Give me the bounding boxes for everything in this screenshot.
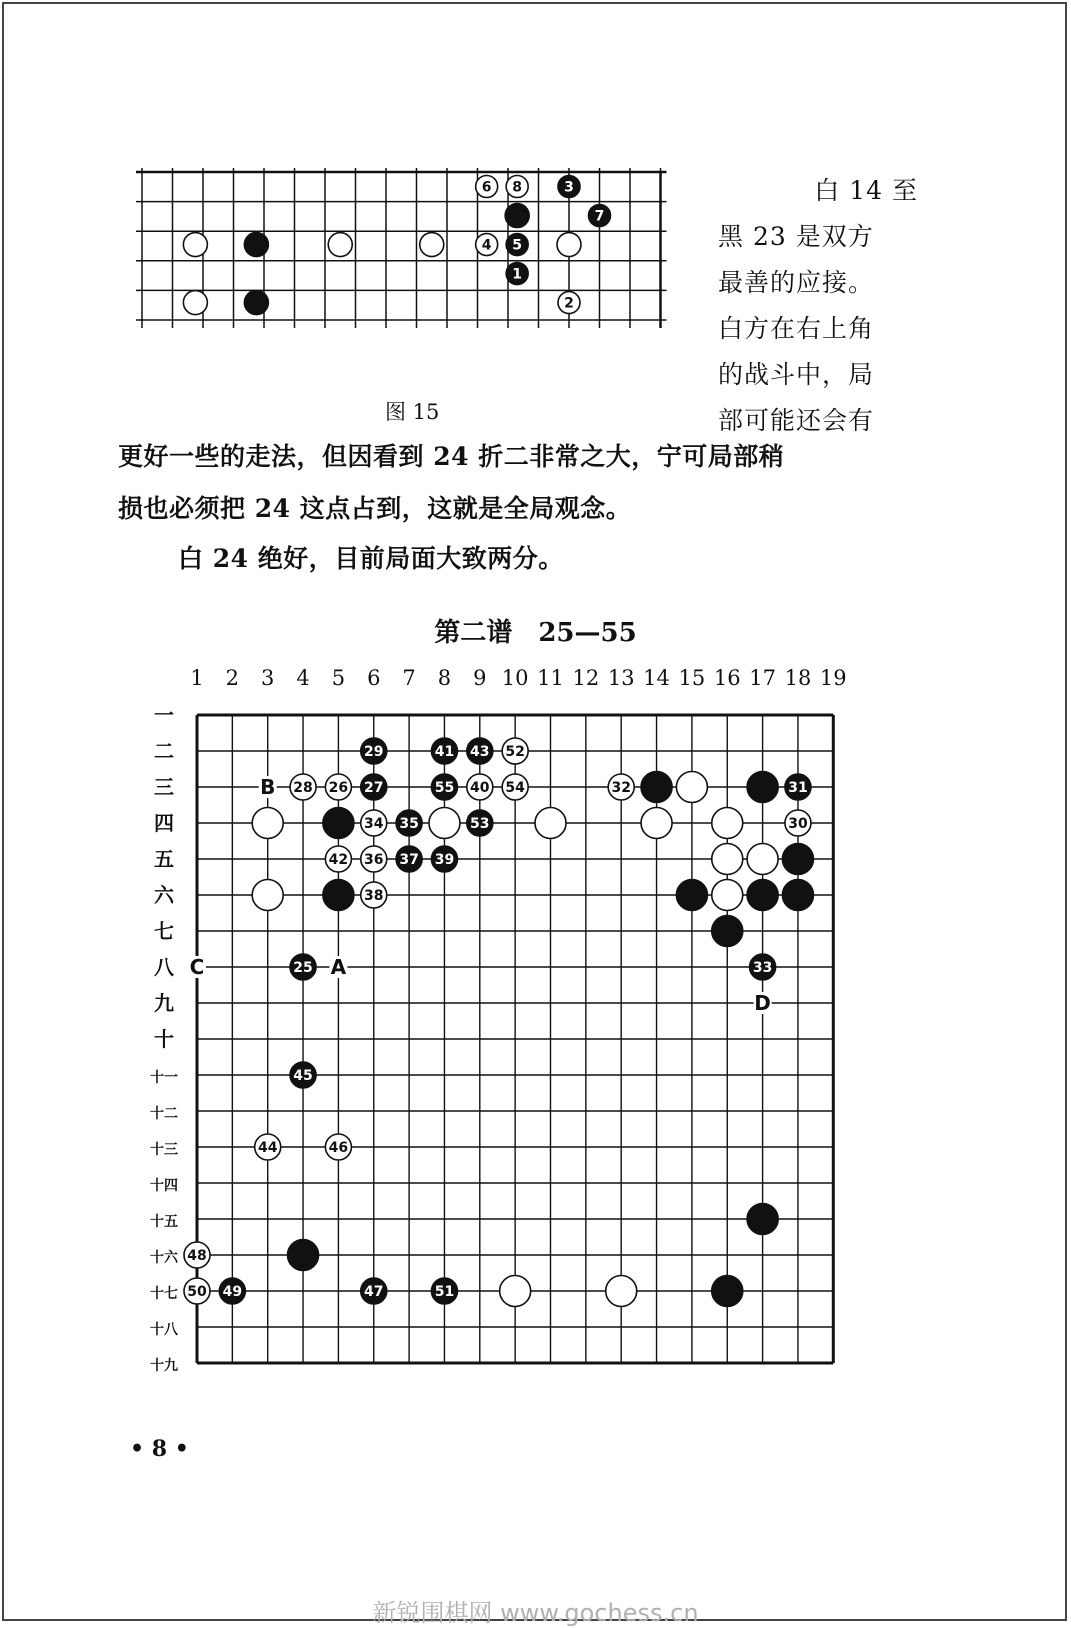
stone-number: 51 (434, 1284, 455, 1300)
black-stone (747, 880, 778, 911)
column-label: 9 (473, 666, 487, 690)
stone-number: 40 (470, 780, 490, 796)
side-line: 白 14 至 (814, 176, 918, 205)
black-stone (641, 772, 672, 803)
black-stone (782, 880, 813, 911)
stone-number: 34 (364, 816, 384, 832)
row-label: 十一 (150, 1070, 178, 1086)
stone-number: 50 (187, 1284, 207, 1300)
column-label: 13 (607, 666, 635, 690)
white-stone (500, 1276, 531, 1307)
white-stone (252, 880, 283, 911)
stone-number: 4 (481, 237, 492, 254)
stone-number: 5 (512, 237, 523, 254)
stone-number: 25 (293, 960, 313, 976)
stone-number: 30 (788, 816, 808, 832)
row-label: 八 (154, 955, 174, 979)
row-label: 六 (154, 883, 174, 907)
column-label: 7 (402, 666, 416, 690)
column-label: 15 (678, 666, 706, 690)
black-stone (676, 880, 707, 911)
row-label: 九 (154, 991, 174, 1015)
white-stone (747, 844, 778, 875)
stone-number: 27 (364, 780, 384, 796)
row-label: 十五 (150, 1214, 178, 1230)
column-label: 11 (537, 666, 564, 690)
row-label: 三 (154, 775, 174, 799)
stone-number: 54 (505, 780, 525, 796)
white-stone (535, 808, 566, 839)
commentary-line: 损也必须把 24 这点占到，这就是全局观念。 (118, 494, 632, 523)
stone-number: 7 (594, 208, 605, 225)
row-label: 四 (154, 811, 174, 835)
page-number: • 8 • (130, 1436, 189, 1462)
row-label: 十二 (150, 1106, 178, 1122)
black-stone (288, 1240, 319, 1271)
stone-number: 52 (505, 744, 525, 760)
row-label: 七 (154, 919, 174, 943)
watermark: 新锐围棋网 www.gochess.cn (372, 1599, 699, 1627)
column-label: 14 (643, 666, 670, 690)
side-line: 最善的应接。 (718, 268, 875, 297)
column-label: 5 (331, 666, 346, 690)
stone-number: 44 (257, 1140, 278, 1156)
letter-mark: B (260, 775, 276, 799)
column-label: 3 (261, 666, 275, 690)
stone-number: 46 (328, 1140, 349, 1156)
stone-number: 49 (222, 1284, 243, 1300)
column-label: 18 (784, 666, 812, 690)
letter-mark: C (189, 955, 205, 979)
column-label: 16 (713, 666, 741, 690)
white-stone (712, 880, 743, 911)
stone-number: 1 (512, 266, 523, 283)
stone-number: 2 (564, 295, 574, 312)
commentary-paragraph-2: 白 24 绝好，目前局面大致两分。 (178, 544, 564, 573)
white-stone (606, 1276, 637, 1307)
column-label: 10 (501, 666, 529, 690)
row-label: 十三 (150, 1142, 178, 1158)
column-label: 17 (749, 666, 776, 690)
commentary-line: 更好一些的走法，但因看到 24 折二非常之大，宁可局部稍 (118, 442, 785, 471)
stone-number: 31 (788, 780, 808, 796)
stone-number: 28 (293, 780, 313, 796)
column-label: 6 (367, 666, 381, 690)
side-line: 部可能还会有 (718, 406, 875, 435)
black-stone (712, 1276, 743, 1307)
column-label: 19 (819, 666, 847, 690)
row-label: 一 (154, 703, 174, 727)
stone-number: 32 (611, 780, 631, 796)
white-stone (641, 808, 672, 839)
stone-number: 43 (470, 744, 490, 760)
stone-number: 53 (470, 816, 490, 832)
side-line: 黑 23 是双方 (718, 222, 874, 251)
stone-number: 26 (328, 780, 349, 796)
stone-number: 37 (399, 852, 419, 868)
side-line: 的战斗中，局 (718, 360, 875, 389)
stone-number: 3 (564, 179, 574, 196)
figure-caption: 图 15 (385, 400, 440, 424)
row-label: 十九 (150, 1358, 178, 1374)
black-stone (712, 916, 743, 947)
stone-number: 45 (293, 1068, 313, 1084)
row-label: 十六 (150, 1250, 178, 1266)
stone-number: 48 (187, 1248, 207, 1264)
black-stone (323, 880, 354, 911)
section-title: 第二谱 25—55 (434, 618, 637, 648)
stone-number: 8 (512, 179, 523, 196)
white-stone (712, 844, 743, 875)
column-label: 2 (225, 666, 240, 690)
stone-number: 33 (752, 960, 773, 976)
black-stone (323, 808, 354, 839)
white-stone (252, 808, 283, 839)
letter-mark: D (754, 991, 771, 1015)
row-label: 十八 (150, 1322, 178, 1338)
stone-number: 39 (434, 852, 455, 868)
white-stone (712, 808, 743, 839)
column-label: 12 (572, 666, 600, 690)
row-label: 十四 (150, 1178, 178, 1194)
stone-number: 38 (364, 888, 384, 904)
stone-number: 6 (481, 179, 492, 196)
column-label: 8 (437, 666, 452, 690)
stone-number: 42 (328, 852, 349, 868)
stone-number: 29 (364, 744, 384, 760)
stone-number: 41 (434, 744, 455, 760)
black-stone (747, 772, 778, 803)
row-label: 二 (154, 739, 174, 763)
black-stone (747, 1204, 778, 1235)
column-label: 1 (190, 666, 204, 690)
row-label: 五 (154, 847, 174, 871)
stone-number: 47 (364, 1284, 384, 1300)
white-stone (429, 808, 460, 839)
black-stone (782, 844, 813, 875)
white-stone (676, 772, 707, 803)
stone-number: 55 (434, 780, 455, 796)
stone-number: 36 (364, 852, 384, 868)
side-line: 白方在右上角 (718, 314, 875, 343)
stone-number: 35 (399, 816, 419, 832)
row-label: 十七 (150, 1286, 178, 1302)
column-label: 4 (296, 666, 310, 690)
row-label: 十 (154, 1027, 174, 1051)
letter-mark: A (330, 955, 347, 979)
